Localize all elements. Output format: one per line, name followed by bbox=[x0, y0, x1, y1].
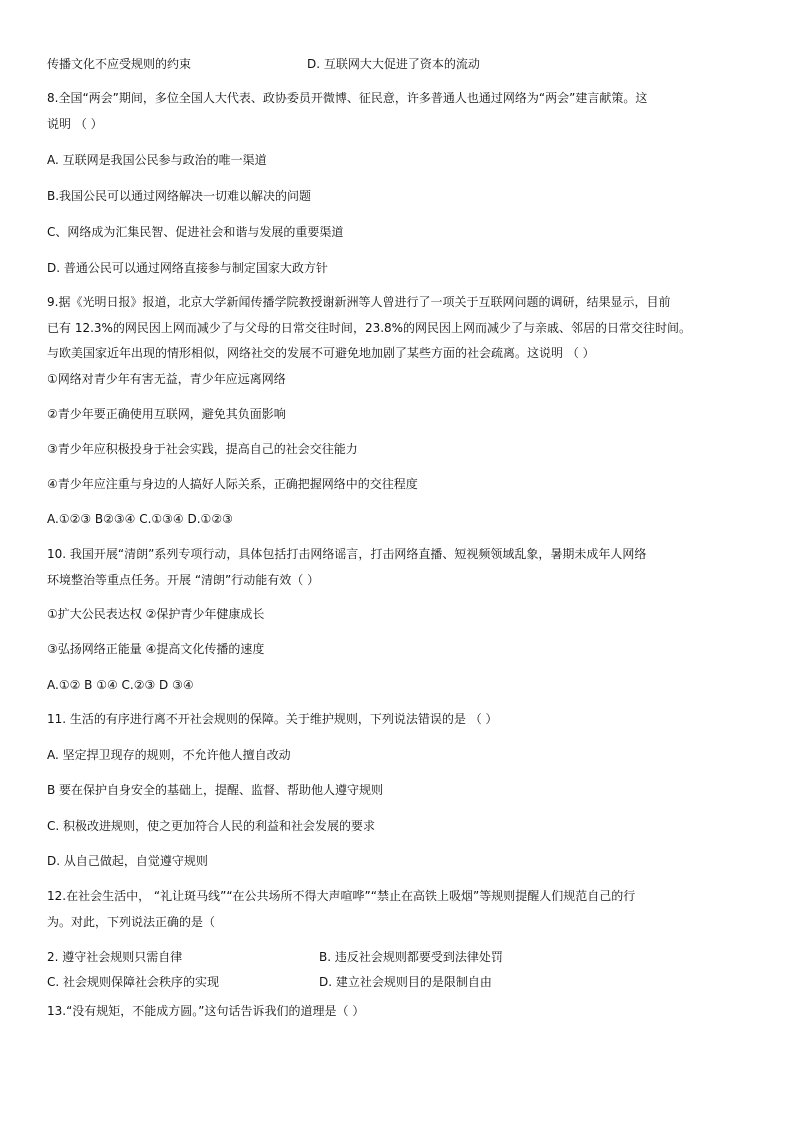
q10-items-line1: ①扩大公民表达权 ②保护青少年健康成长 bbox=[47, 607, 265, 621]
q12-stem-line2: 为。对此，下列说法正确的是（ bbox=[47, 915, 216, 929]
q10-stem-line2: 环境整治等重点任务。开展 “清朗”行动能有效（ ） bbox=[47, 573, 320, 587]
q8-option-c: C、网络成为汇集民智、促进社会和谐与发展的重要渠道 bbox=[47, 225, 344, 239]
q12-option-d: D. 建立社会规则目的是限制自由 bbox=[319, 975, 492, 989]
q9-item-1: ①网络对青少年有害无益，青少年应远离网络 bbox=[47, 372, 286, 386]
q9-stem-line3: 与欧美国家近年出现的情形相似，网络社交的发展不可避免地加剧了某些方面的社会疏离。这说明 （ ） bbox=[47, 346, 595, 360]
q11-option-a: A. 坚定捍卫现存的规则，不允许他人擅自改动 bbox=[47, 748, 291, 762]
q9-stem-line2: 已有 12.3%的网民因上网而减少了与父母的日常交往时间，23.8%的网民因上网而减少了与亲戚、邻居的日常交往时间。 bbox=[47, 321, 692, 335]
header-left-text: 传播文化不应受规则的约束 bbox=[47, 57, 192, 71]
header-right-text: D. 互联网大大促进了资本的流动 bbox=[307, 57, 480, 71]
q9-stem-line1: 9.据《光明日报》报道，北京大学新闻传播学院教授谢新洲等人曾进行了一项关于互联网问题的调研，结果显示，目前 bbox=[47, 295, 671, 309]
q11-option-b: B 要在保护自身安全的基础上，提醒、监督、帮助他人遵守规则 bbox=[47, 783, 384, 797]
q10-stem-line1: 10. 我国开展“清朗”系列专项行动，具体包括打击网络谣言，打击网络直播、短视频领域乱象，暑期未成年人网络 bbox=[47, 547, 647, 561]
q9-item-3: ③青少年应积极投身于社会实践，提高自己的社会交往能力 bbox=[47, 442, 358, 456]
q9-answers: A.①②③ B②③④ C.①③④ D.①②③ bbox=[47, 512, 233, 526]
q12-stem-line1: 12.在社会生活中， “礼让斑马线”“在公共场所不得大声喧哗”“禁止在高铁上吸烟”等规则提醒人们规范自己的行 bbox=[47, 889, 636, 903]
q8-stem-line1: 8.全国“两会”期间，多位全国人大代表、政协委员开微博、征民意，许多普通人也通过网络为“两会”建言献策。这 bbox=[47, 91, 648, 105]
q10-items-line2: ③弘扬网络正能量 ④提高文化传播的速度 bbox=[47, 642, 265, 656]
q8-option-b: B.我国公民可以通过网络解决一切难以解决的问题 bbox=[47, 189, 312, 203]
q12-option-c: C. 社会规则保障社会秩序的实现 bbox=[47, 975, 220, 989]
q10-answers: A.①② B ①④ C.②③ D ③④ bbox=[47, 678, 194, 692]
q11-option-c: C. 积极改进规则，使之更加符合人民的利益和社会发展的要求 bbox=[47, 819, 376, 833]
q13-stem: 13.“没有规矩，不能成方圆。”这句话告诉我们的道理是（ ） bbox=[47, 1004, 365, 1018]
q8-stem-line2: 说明 （ ） bbox=[47, 117, 103, 131]
q9-item-4: ④青少年应注重与身边的人搞好人际关系，正确把握网络中的交往程度 bbox=[47, 477, 418, 491]
q9-item-2: ②青少年要正确使用互联网，避免其负面影响 bbox=[47, 407, 286, 421]
q8-option-a: A. 互联网是我国公民参与政治的唯一渠道 bbox=[47, 153, 267, 167]
q11-stem: 11. 生活的有序进行离不开社会规则的保障。关于维护规则，下列说法错误的是 （ ） bbox=[47, 712, 498, 726]
q8-option-d: D. 普通公民可以通过网络直接参与制定国家大政方针 bbox=[47, 261, 328, 275]
q11-option-d: D. 从自己做起，自觉遵守规则 bbox=[47, 854, 208, 868]
q12-option-a: 2. 遵守社会规则只需自律 bbox=[47, 950, 183, 964]
q12-option-b: B. 违反社会规则都要受到法律处罚 bbox=[319, 950, 503, 964]
